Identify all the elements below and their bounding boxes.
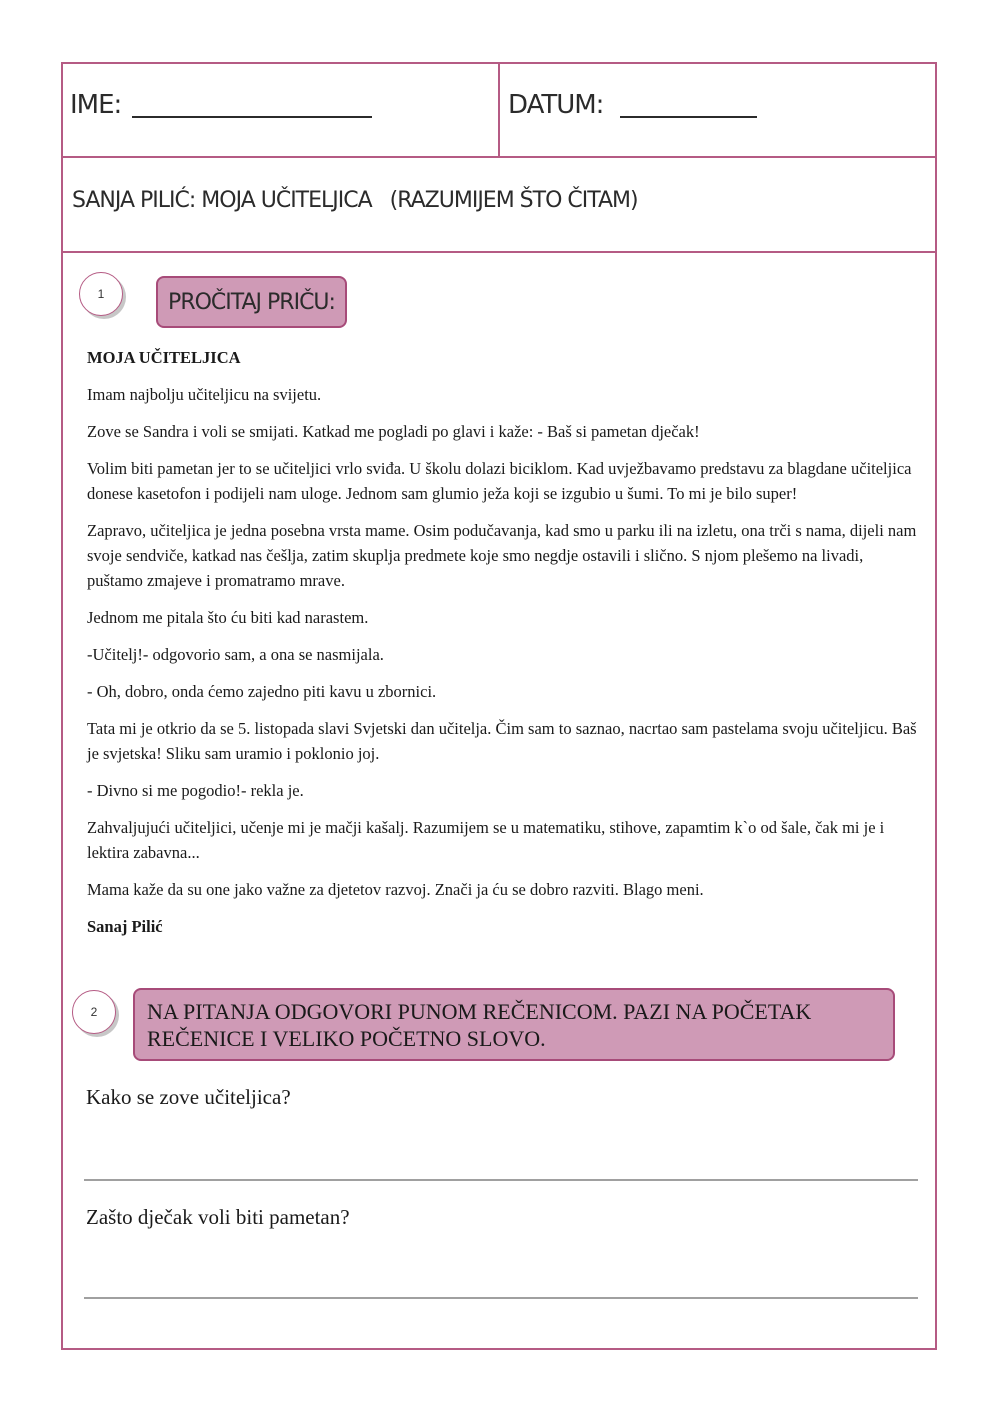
story-paragraph: - Divno si me pogodio!- rekla je. <box>87 781 304 800</box>
question-1: Kako se zove učiteljica? <box>86 1085 291 1109</box>
header-bottom-border <box>61 156 937 158</box>
task-instruction-2 <box>133 988 895 1061</box>
task-instruction-1: PROČITAJ PRIČU: <box>156 276 347 328</box>
question-2: Zašto dječak voli biti pametan? <box>86 1205 350 1229</box>
story-paragraph: Imam najbolju učiteljicu na svijetu. <box>87 385 322 404</box>
title-bottom-border <box>61 251 937 253</box>
task-number-badge-1: 1 <box>79 272 123 316</box>
task-number-badge-2: 2 <box>72 990 116 1034</box>
story-paragraph: Jednom me pitala što ću biti kad narastem. <box>87 608 369 627</box>
story-paragraph: Zapravo, učiteljica je jedna posebna vrsta mame. Osim podučavanja, kad smo u parku ili na izletu, ona trči s nama, dijeli nam svoje sendviče, katkad nas češlja, zatim skuplja predmete koje smo negdje ostavili i slično. S njom plešemo na livadi, puštamo zmajeve i promatramo mrave. <box>87 521 917 590</box>
task-instruction-2-line1: NA PITANJA ODGOVORI PUNOM REČENICOM. PAZI NA POČETAK <box>147 999 812 1024</box>
date-label: DATUM: <box>508 90 604 120</box>
header-divider <box>498 62 500 157</box>
story-paragraph: - Oh, dobro, onda ćemo zajedno piti kavu u zbornici. <box>87 682 437 701</box>
story-paragraph: Zahvaljujući učiteljici, učenje mi je mačji kašalj. Razumijem se u matematiku, stihove, zapamtim k`o od šale, čak mi je i lektira zabavna... <box>87 818 885 862</box>
date-field[interactable] <box>620 116 757 118</box>
story-paragraph: Tata mi je otkrio da se 5. listopada slavi Svjetski dan učitelja. Čim sam to saznao, nacrtao sam pastelama svoju učiteljicu. Baš je svjetska! Sliku sam uramio i poklonio joj. <box>87 719 917 763</box>
page-title: SANJA PILIĆ: MOJA UČITELJICA (RAZUMIJEM ŠTO ČITAM) <box>72 188 638 213</box>
task-instruction-2-line2: REČENICE I VELIKO POČETNO SLOVO. <box>147 1026 546 1051</box>
story-paragraph: Volim biti pametan jer to se učiteljici vrlo sviđa. U školu dolazi biciklom. Kad uvježbavamo predstavu za blagdane učiteljica donese kasetofon i podijeli nam uloge. Jednom sam glumio ježa koji se izgubio u šumi. To mi je bilo super! <box>87 459 912 503</box>
story-paragraph: Mama kaže da su one jako važne za djetetov razvoj. Znači ja ću se dobro razviti. Blago meni. <box>87 880 704 899</box>
story-paragraph: Zove se Sandra i voli se smijati. Katkad me pogladi po glavi i kaže: - Baš si pametan dječak! <box>87 422 700 441</box>
story-paragraph: -Učitelj!- odgovorio sam, a ona se nasmijala. <box>87 645 384 664</box>
story-text <box>87 345 922 951</box>
answer-line-1[interactable] <box>84 1179 918 1181</box>
story-title: MOJA UČITELJICA <box>87 348 241 367</box>
story-author: Sanaj Pilić <box>87 917 163 936</box>
name-field[interactable] <box>132 116 372 118</box>
name-label: IME: <box>70 90 122 120</box>
answer-line-2[interactable] <box>84 1297 918 1299</box>
